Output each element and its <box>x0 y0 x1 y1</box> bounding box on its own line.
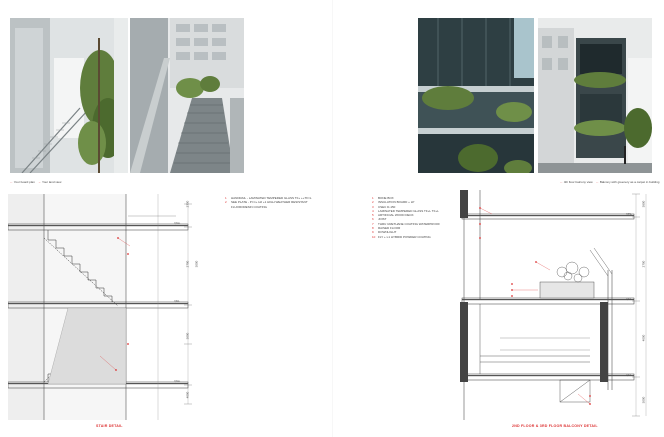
note-number: 1 <box>225 196 227 200</box>
note-number: 7 <box>372 221 374 226</box>
balcony-dimension: 3000 <box>641 396 646 404</box>
balcony-level-label: ▽FL <box>626 373 632 377</box>
note-number: 4 <box>372 208 374 213</box>
note-text: BONE BOX <box>378 196 394 200</box>
note-number: 10 <box>372 234 376 239</box>
note-text: FLUORORESIN COATING <box>231 204 267 209</box>
balcony-detail-title: 2ND FLOOR & 3RD FLOOR BALCONY DETAIL <box>512 424 598 428</box>
stair-dimension: 2700 <box>185 200 190 208</box>
caption-marker: ← <box>38 180 42 184</box>
caption-marker: ← <box>10 180 13 184</box>
stair-level-label: ▽GL <box>174 379 181 383</box>
note-number: 6 <box>372 217 374 222</box>
stair-dimension: 3000 <box>194 260 199 268</box>
note-number: 1 <box>372 196 374 200</box>
note-item <box>225 205 312 209</box>
note-text: JOIST <box>378 217 387 222</box>
right-photo-captions <box>560 180 659 184</box>
caption-marker: ← <box>560 180 563 184</box>
caption-text: Balcony with greenery as a carpet in building <box>599 180 660 184</box>
caption-text: Your land view <box>41 180 62 184</box>
stair-dimension: 4000 <box>185 391 190 399</box>
left-photo-captions <box>10 180 61 184</box>
note-text: RAISED FLOOR <box>378 226 401 231</box>
photo-balcony-street <box>538 18 652 173</box>
note-number: 3 <box>372 204 374 209</box>
stair-dimension: 2700 <box>185 260 190 268</box>
note-text: ARTIFICIAL WOOD DECK <box>378 213 414 218</box>
caption-text: 4th floor balcony view <box>563 180 593 184</box>
note-number: 5 <box>372 213 374 218</box>
note-text: THRU URETHANE COATING WATERPROOF <box>378 221 440 226</box>
stair-detail-title: STAIR DETAIL <box>96 424 123 428</box>
note-text: LAMINATED TEMPERED GLASS TF+L TF+L <box>378 208 439 213</box>
note-text: CSEC D-150 <box>378 204 396 209</box>
balcony-detail-drawing <box>440 190 658 420</box>
page-spread-gutter <box>332 0 333 437</box>
note-item <box>372 235 440 239</box>
note-number: 9 <box>372 230 374 235</box>
balcony-level-label: ▽FL <box>626 297 632 301</box>
stair-level-label: ▽FL <box>174 299 180 303</box>
note-number: 8 <box>372 226 374 231</box>
balcony-dimension: 3800 <box>641 200 646 208</box>
note-number: 2 <box>225 200 227 205</box>
stair-level-label: ▽GL <box>174 221 181 225</box>
stair-dimension: 3000 <box>185 332 190 340</box>
note-text: DOWNLIGHT <box>378 230 397 235</box>
balcony-dimension: 4000 <box>641 334 646 342</box>
caption-marker: ← <box>596 180 600 184</box>
caption-text: Your board plan <box>13 180 35 184</box>
note-text: SEE PLATE - PI C+ H2 +1 HIGH WEATHER RESISTANT <box>231 200 308 205</box>
photo-balcony-facade <box>418 18 534 173</box>
note-text: INSULATION BOARD + LP <box>378 200 415 205</box>
balcony-level-label: ▽FL <box>626 212 632 216</box>
photo-stair-interior <box>10 18 128 173</box>
stair-detail-drawing <box>8 194 223 420</box>
note-number: 2 <box>372 200 374 205</box>
photo-stair-garden <box>130 18 244 173</box>
balcony-dimension: 2700 <box>641 260 646 268</box>
balcony-notes <box>372 196 440 239</box>
stair-notes <box>225 196 312 209</box>
note-text: FLY + L1 HYBRID POWDER COATING <box>378 234 431 239</box>
note-text: HANDRAIL - LAMINATED TEMPERED GLASS TF+ ++TF=L <box>231 196 312 200</box>
